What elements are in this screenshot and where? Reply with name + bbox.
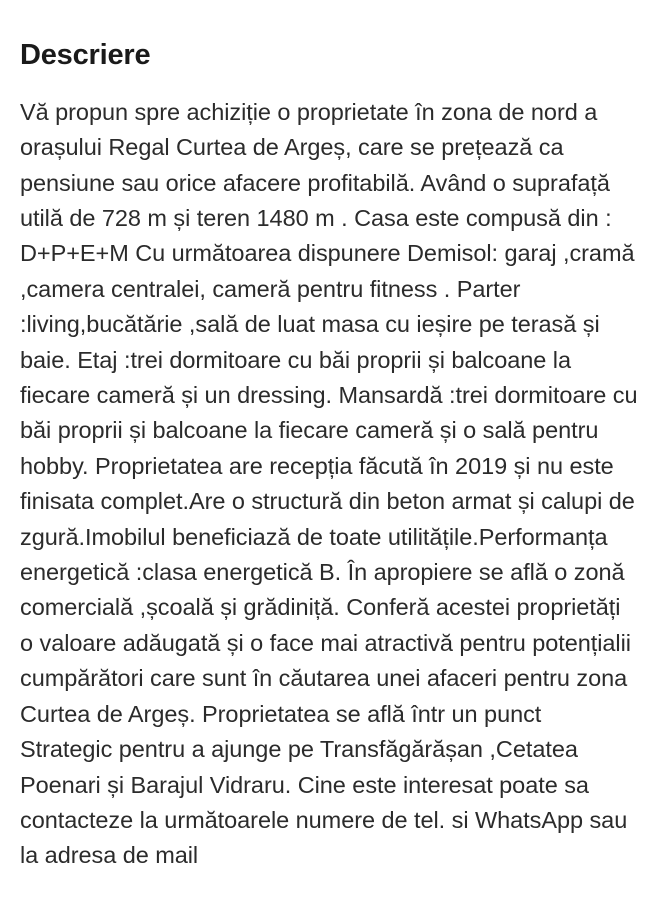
description-text: Vă propun spre achiziție o proprietate în zona de nord a orașului Regal Curtea de Argeș, care se prețează ca pensiune sau orice afacere profitabilă. Având o suprafață utilă de 728 m și teren 1480 m . Casa este compusă din : D+P+E+M Cu următoarea dispunere Demisol: garaj ,cramă ,camera centralei, cameră pentru fitness . Parter :living,bucătărie ,sală de luat masa cu ieșire pe terasă și baie. Etaj :trei dormitoare cu băi proprii și balcoane la fiecare cameră și un dressing. Mansardă :trei dormitoare cu băi proprii și balcoane la fiecare cameră și o sală pentru hobby. Proprietatea are recepția făcută în 2019 și nu este finisata complet.Are o structură din beton armat și calupi de zgură.Imobilul beneficiază de toate utilitățile.Performanța energetică :clasa energetică B. În apropiere se află o zonă comercială ,școală și grădiniță. Conferă acestei proprietăți o valoare adăugată și o face mai atractivă pentru potențialii cumpărători care sunt în căutarea unei afaceri pentru zona Curtea de Argeș. Proprietatea se află într un punct Strategic pentru a ajunge pe Transfăgărășan ,Cetatea Poenari și Barajul Vidraru. Cine este interesat poate sa contacteze la următoarele numere de tel. si WhatsApp sau la adresa de mail [20, 98, 644, 869]
page-title: Descriere [20, 39, 151, 71]
